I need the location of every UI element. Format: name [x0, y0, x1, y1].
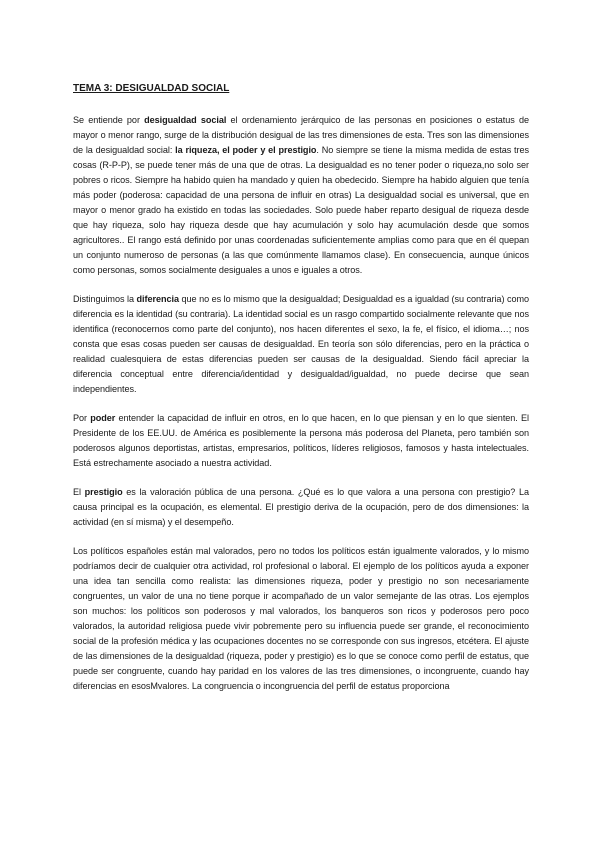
document-body [73, 113, 529, 694]
document-title: TEMA 3: DESIGUALDAD SOCIAL [73, 83, 230, 94]
text-run: Distinguimos la [73, 294, 137, 304]
paragraph [73, 411, 529, 471]
bold-term: desigualdad social [144, 115, 227, 125]
paragraph [73, 544, 529, 694]
text-run: Los políticos españoles están mal valorados, pero no todos los políticos están igualmente valorados, y lo mismo podríamos decir de cualquier otra actividad, rol profesional o laboral. El ejemplo de los políticos ayuda a exponer una idea tan sencilla como realista: las dimensiones riqueza, poder y prestigio no son necesariamente congruentes, un valor de una no tiene porque ir acompañado de un valor semejante de las otras. Los ejemplos son muchos: los políticos son poderosos y mal valorados, los banqueros son ricos y poderosos pero poco valorados, la autoridad religiosa puede vivir pobremente pero su influencia puede ser grande, el reconocimiento social de la profesión médica y las ocupaciones docentes no se corresponde con sus ingresos, etcétera. El ajuste de las dimensiones de la desigualdad (riqueza, poder y prestigio) es lo que se conoce como perfil de estatus, que puede ser congruente, cuando hay paridad en los valores de las tres dimensiones, o incongruente, cuando hay diferencias en esosMvalores. La congruencia o incongruencia del perfil de estatus proporciona [73, 546, 529, 691]
text-run: . No siempre se tiene la misma medida de estas tres cosas (R-P-P), se puede tener más de una que de otras. La desigualdad es no tener poder o riqueza,no solo ser pobres o ricos. Siempre ha habido quien ha mandado y quien ha obedecido. Siempre ha habido alguien que tenía más poder (poderosa: capacidad de una persona de influir en otras) La desigualdad social es universal, que en mayor o menor grado ha existido en todas las sociedades. Solo puede haber reparto desigual de riqueza desde que hay riqueza, solo hay riqueza desde que hay acumulación y solo hay acumulación desde que somos agricultores.. El rango está definido por unas coordenadas suficientemente amplias como para que en él quepan un conjunto numeroso de personas (a las que comúnmente llamamos clase). En consecuencia, aunque únicos como personas, somos socialmente desiguales a unos e iguales a otros. [73, 145, 529, 275]
document-page [73, 82, 529, 708]
paragraph [73, 292, 529, 397]
paragraph [73, 113, 529, 278]
text-run: Por [73, 413, 91, 423]
bold-term: diferencia [136, 294, 179, 304]
text-run: es la valoración pública de una persona. ¿Qué es lo que valora a una persona con prestigio? La causa principal es la ocupación, es elemental. El prestigio deriva de la ocupación, pero de dos dimensiones: la actividad (en sí misma) y el desempeño. [73, 487, 529, 527]
paragraph [73, 485, 529, 530]
text-run: que no es lo mismo que la desigualdad; Desigualdad es a igualdad (su contraria) como diferencia es la identidad (su contraria). La identidad social es un rasgo compartido socialmente relevante que nos identifica (reconocernos como parte del conjunto), nos hacen diferentes el sexo, la fe, el físico, el idioma…; nos consta que esas cosas pueden ser causas de desigualdad. En teoría son sólo diferencias, pero en la práctica o realidad cualesquiera de estas diferencias pueden ser causas de la desigualdad. Siendo fácil apreciar la diferencia conceptual entre diferencia/identidad y desigualdad/igualdad, no puede decirse que sean independientes. [73, 294, 529, 394]
text-run: el ordenamiento jerárquico de las personas en posiciones o estatus de mayor o menor rango, surge de la distribución desigual de las tres dimensiones de esta. Tres son las dimensiones de la desigualdad social: [73, 115, 530, 155]
text-run: entender la capacidad de influir en otros, en lo que hacen, en lo que piensan y en lo que sienten. El Presidente de los EE.UU. de América es posiblemente la persona más poderosa del Planeta, pero también son poderosos algunos deportistas, artistas, empresarios, políticos, líderes religiosos, famosos y hasta intelectuales. Está estrechamente asociado a nuestra actividad. [73, 413, 530, 468]
bold-term: poder [90, 413, 116, 423]
bold-term: la riqueza, el poder y el prestigio [175, 145, 317, 155]
bold-term: prestigio [84, 487, 123, 497]
text-run: El [73, 487, 85, 497]
text-run: Se entiende por [73, 115, 145, 125]
